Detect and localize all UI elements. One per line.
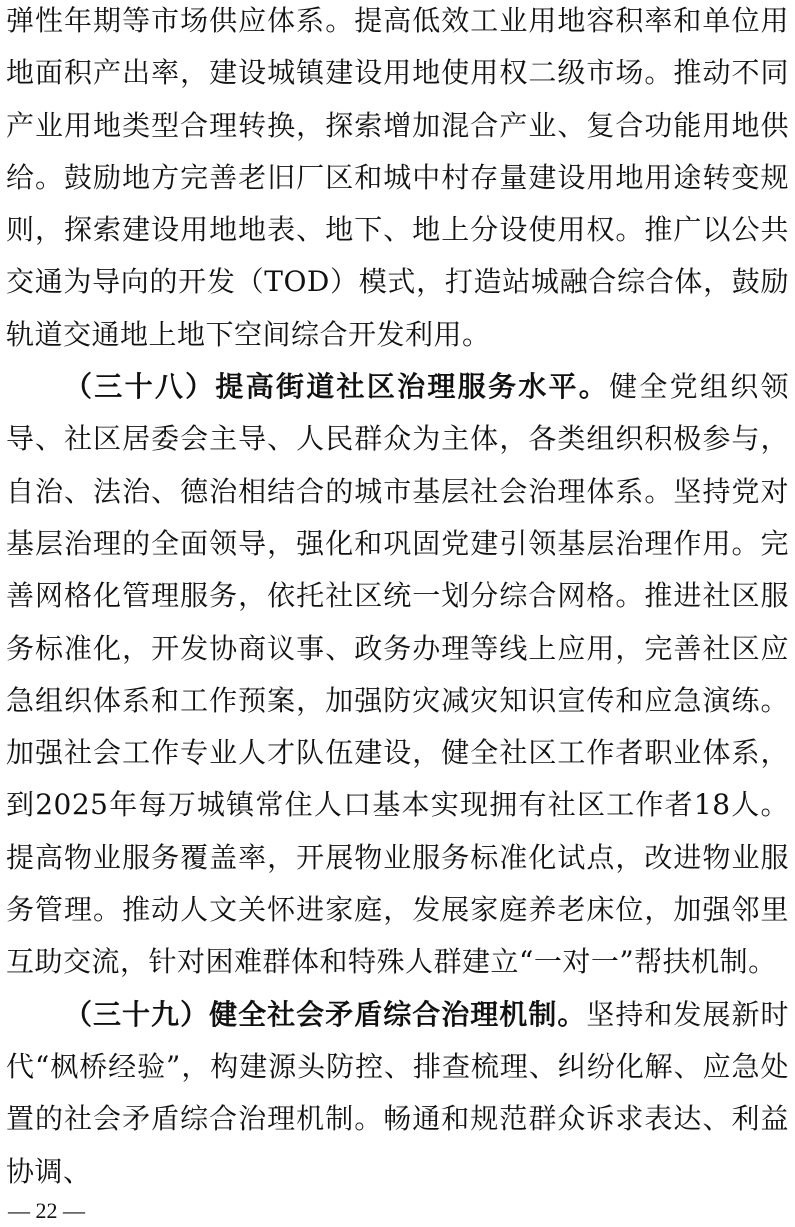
section-heading-39: （三十九）健全社会矛盾综合治理机制。 — [64, 997, 587, 1031]
paragraph-community-governance-text: 健全党组织领导、社区居委会主导、人民群众为主体，各类组织积极参与，自治、法治、德治相结合的城市基层社会治理体系。坚持党对基层治理的全面领导，强化和巩固党建引领基层治理作用。完善网格化管理服务，依托社区统一划分综合网格。推进社区服务标准化，开发协商议事、政务办理等线上应用，完善社区应急组织体系和工作预案，加强防灾减灾知识宣传和应急演练。加强社会工作专业人才队伍建设，健全社区工作者职业体系，到2025年每万城镇常住人口基本实现拥有社区工作者18人。提高物业服务覆盖率，开展物业服务标准化试点，改进物业服务管理。推动人文关怀进家庭，发展家庭养老床位，加强邻里互助交流，针对困难群体和特殊人群建立“一对一”帮扶机制。 — [6, 370, 789, 979]
paragraph-conflict-resolution-text: 坚持和发展新时代“枫桥经验”，构建源头防控、排查梳理、纠纷化解、应急处置的社会矛盾综合治理机制。畅通和规范群众诉求表达、利益协调、 — [6, 997, 789, 1188]
paragraph-conflict-resolution — [6, 989, 789, 1198]
section-heading-38: （三十八）提高街道社区治理服务水平。 — [64, 370, 610, 404]
paragraph-land-use-text: 弹性年期等市场供应体系。提高低效工业用地容积率和单位用地面积产出率，建设城镇建设用地使用权二级市场。推动不同产业用地类型合理转换，探索增加混合产业、复合功能用地供给。鼓励地方完善老旧厂区和城中村存量建设用地用途转变规则，探索建设用地地表、地下、地上分设使用权。推广以公共交通为导向的开发（TOD）模式，打造站城融合综合体，鼓励轨道交通地上地下空间综合开发利用。 — [6, 4, 789, 351]
paragraph-community-governance — [6, 361, 789, 989]
page-number: — 22 — — [8, 1198, 85, 1223]
document-page — [6, 0, 789, 1198]
paragraph-land-use — [6, 0, 789, 361]
